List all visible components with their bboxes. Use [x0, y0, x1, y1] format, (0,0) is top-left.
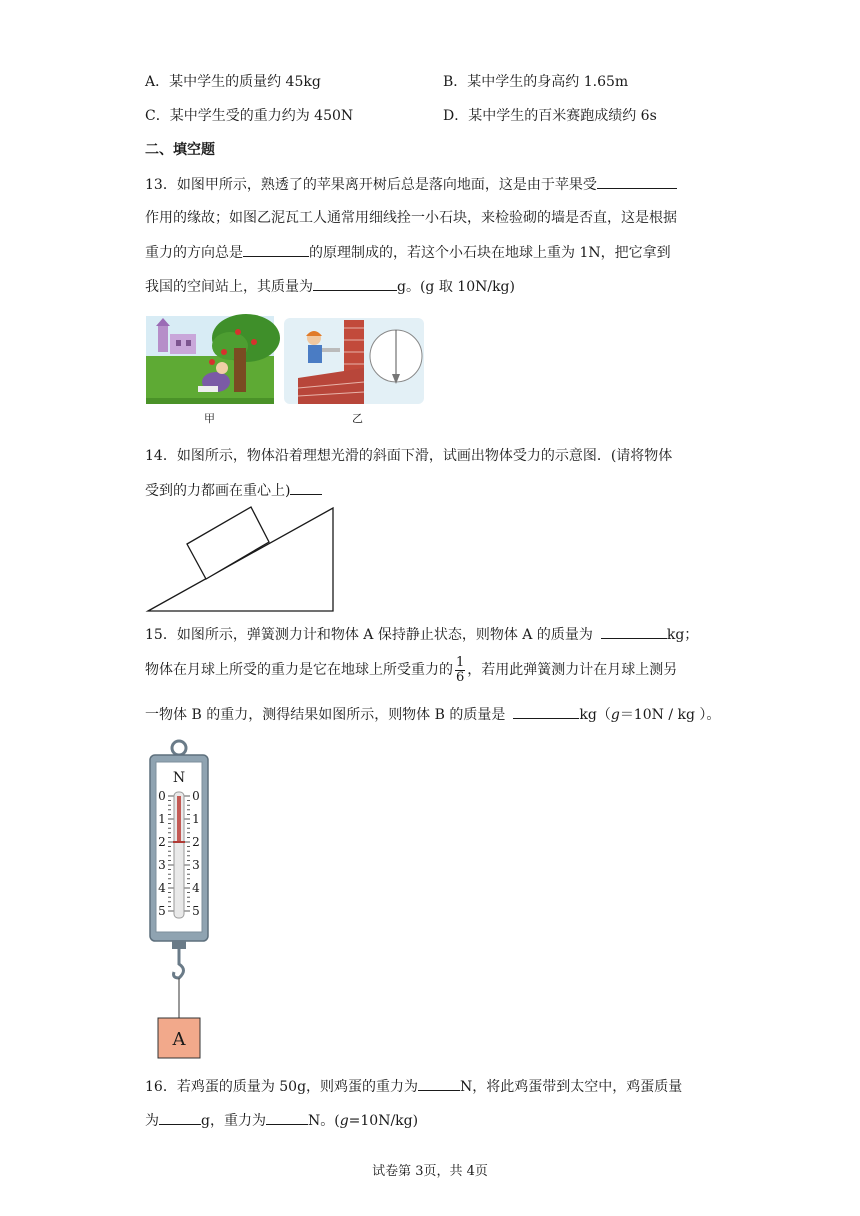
plumb-line-figure [284, 318, 424, 404]
q15-text-1b: kg； [666, 627, 699, 643]
apple-tree-figure [146, 316, 274, 404]
scale-unit-label: N [172, 770, 186, 786]
q15-g-symbol: g [610, 707, 620, 723]
q14-text-2: 受到的力都画在重心上) [145, 483, 291, 499]
q16-text-1b: N，将此鸡蛋带到太空中，鸡蛋质量 [460, 1079, 683, 1095]
scale-tick-label-right: 1 [192, 812, 200, 826]
sliding-block [187, 507, 269, 579]
scale-bottom-neck [172, 941, 186, 949]
q15-text-3a: 一物体 B 的重力，测得结果如图所示，则物体 B 的质量是 [145, 707, 506, 723]
q13-text-3b: 的原理制成的，若这个小石块在地球上重为 1N，把它拿到 [309, 245, 671, 261]
q13-blank-1[interactable] [597, 174, 677, 189]
q15-text-3c: ＝10N / kg ）。 [619, 707, 721, 723]
q15-text-2b: ，若用此弹簧测力计在月球上测另 [467, 662, 678, 678]
q16-text-2b: g，重力为 [201, 1113, 266, 1129]
scale-tick-label-right: 5 [192, 904, 200, 918]
q13-line-1 [145, 174, 677, 195]
q13-blank-2[interactable] [243, 242, 309, 257]
q15-text-3b: kg（ [579, 707, 611, 723]
q16-text-2c: N。( [307, 1113, 340, 1129]
q15-blank-1[interactable] [601, 624, 667, 639]
q16-line-1 [145, 1076, 682, 1097]
q15-blank-2[interactable] [513, 704, 579, 719]
fraction-denominator: 6 [456, 669, 465, 685]
q16-line-2 [145, 1110, 418, 1131]
fraction-one-sixth [455, 656, 465, 685]
scale-tick-label-right: 3 [192, 858, 200, 872]
q15-text-1a: 15．如图所示，弹簧测力计和物体 A 保持静止状态，则物体 A 的质量为 [145, 627, 593, 643]
fraction-numerator: 1 [456, 654, 465, 670]
scale-tick-label-left: 1 [158, 812, 166, 826]
q13-line-3 [145, 242, 671, 263]
q15-line-2 [145, 654, 677, 686]
q13-line-2: 作用的缘故；如图乙泥瓦工人通常用细线拴一小石块，来检验砌的墙是否直，这是根据 [145, 210, 677, 226]
scale-tick-label-left: 4 [158, 881, 166, 895]
scale-tick-label-left: 2 [158, 835, 166, 849]
q13-text-4b: g。(g 取 10N/kg) [397, 279, 515, 295]
scale-tick-label-right: 0 [192, 789, 200, 803]
q16-text-1a: 16．若鸡蛋的质量为 50g，则鸡蛋的重力为 [145, 1079, 419, 1095]
spring-scale-figure [146, 738, 216, 1062]
q15-line-3 [145, 704, 720, 725]
scale-hook [174, 949, 184, 978]
q16-blank-1[interactable] [418, 1076, 460, 1091]
q16-blank-2[interactable] [159, 1110, 201, 1125]
option-d: D．某中学生的百米赛跑成绩约 6s [443, 108, 657, 124]
scale-tick-label-left: 3 [158, 858, 166, 872]
q13-line-4 [145, 276, 515, 297]
block-a-label: A [172, 1029, 186, 1050]
scale-tick-label-left: 0 [158, 789, 166, 803]
q14-blank[interactable] [290, 480, 322, 495]
q13-text-1: 13．如图甲所示，熟透了的苹果离开树后总是落向地面，这是由于苹果受 [145, 177, 597, 193]
caption-yi: 乙 [352, 412, 363, 425]
q16-blank-3[interactable] [266, 1110, 308, 1125]
q16-text-2a: 为 [145, 1113, 159, 1129]
q15-line-1 [145, 624, 698, 645]
option-c: C．某中学生受的重力约为 450N [145, 108, 354, 124]
scale-tick-label-right: 4 [192, 881, 200, 895]
option-b: B．某中学生的身高约 1.65m [443, 74, 629, 90]
q14-line-2 [145, 480, 322, 501]
section-title: 二、填空题 [145, 142, 215, 158]
scale-top-ring [172, 741, 186, 755]
q14-line-1: 14．如图所示，物体沿着理想光滑的斜面下滑，试画出物体受力的示意图．(请将物体 [145, 448, 673, 464]
q16-text-2d: =10N/kg) [348, 1113, 419, 1129]
caption-jia: 甲 [204, 412, 215, 425]
option-a: A．某中学生的质量约 45kg [145, 74, 321, 90]
incline-figure[interactable] [146, 504, 336, 614]
page-footer: 试卷第 3页，共 4页 [372, 1164, 488, 1179]
q15-text-2a: 物体在月球上所受的重力是它在地球上所受重力的 [145, 662, 453, 678]
scale-indicator-fill [177, 796, 181, 842]
q13-blank-3[interactable] [313, 276, 397, 291]
scale-tick-label-left: 5 [158, 904, 166, 918]
q13-text-4a: 我国的空间站上，其质量为 [145, 279, 313, 295]
scale-tick-label-right: 2 [192, 835, 200, 849]
q16-g-symbol: g [339, 1113, 349, 1129]
q13-text-3a: 重力的方向总是 [145, 245, 243, 261]
